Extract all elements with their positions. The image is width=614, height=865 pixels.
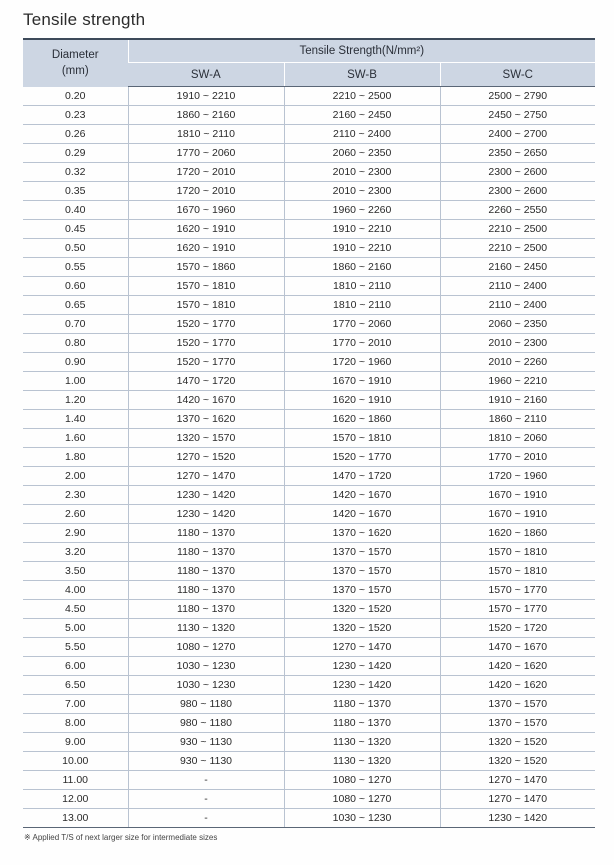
- diameter-cell: 0.65: [23, 296, 128, 315]
- sw-c-cell: 2160 ~ 2450: [440, 258, 595, 277]
- diameter-cell: 4.00: [23, 581, 128, 600]
- sw-c-cell: 1720 ~ 1960: [440, 467, 595, 486]
- sw-b-cell: 1520 ~ 1770: [284, 448, 440, 467]
- sw-a-cell: 980 ~ 1180: [128, 714, 284, 733]
- sw-b-cell: 1270 ~ 1470: [284, 638, 440, 657]
- sw-a-cell: 1320 ~ 1570: [128, 429, 284, 448]
- sw-b-cell: 2060 ~ 2350: [284, 144, 440, 163]
- sw-b-cell: 1230 ~ 1420: [284, 657, 440, 676]
- sw-b-cell: 1180 ~ 1370: [284, 714, 440, 733]
- table-row: [23, 562, 595, 581]
- sw-c-cell: 1420 ~ 1620: [440, 657, 595, 676]
- sw-b-cell: 1080 ~ 1270: [284, 790, 440, 809]
- diameter-header-label: Diameter: [51, 49, 99, 62]
- table-row: [23, 372, 595, 391]
- sw-a-cell: 1620 ~ 1910: [128, 239, 284, 258]
- sw-b-cell: 2110 ~ 2400: [284, 125, 440, 144]
- sw-c-cell: 2500 ~ 2790: [440, 87, 595, 106]
- diameter-cell: 0.29: [23, 144, 128, 163]
- diameter-cell: 0.50: [23, 239, 128, 258]
- sw-c-cell: 1230 ~ 1420: [440, 809, 595, 828]
- diameter-cell: 0.80: [23, 334, 128, 353]
- footnote: ※ Applied T/S of next larger size for intermediate sizes: [24, 833, 218, 842]
- diameter-cell: 12.00: [23, 790, 128, 809]
- sw-c-cell: 2210 ~ 2500: [440, 239, 595, 258]
- table-row: [23, 505, 595, 524]
- sw-c-cell: 2450 ~ 2750: [440, 106, 595, 125]
- diameter-header-unit: (mm): [61, 65, 89, 78]
- sw-c-cell: 1270 ~ 1470: [440, 790, 595, 809]
- sw-c-cell: 1520 ~ 1720: [440, 619, 595, 638]
- sw-a-cell: 1910 ~ 2210: [128, 87, 284, 106]
- table-row: [23, 543, 595, 562]
- sw-b-cell: 1910 ~ 2210: [284, 239, 440, 258]
- table-row: [23, 524, 595, 543]
- diameter-cell: 9.00: [23, 733, 128, 752]
- sw-a-cell: 1810 ~ 2110: [128, 125, 284, 144]
- diameter-cell: 1.60: [23, 429, 128, 448]
- table-row: [23, 600, 595, 619]
- diameter-cell: 3.20: [23, 543, 128, 562]
- sw-a-cell: 930 ~ 1130: [128, 733, 284, 752]
- diameter-cell: 0.40: [23, 201, 128, 220]
- table-row: [23, 714, 595, 733]
- sw-a-cell: 1270 ~ 1470: [128, 467, 284, 486]
- sw-c-cell: 1770 ~ 2010: [440, 448, 595, 467]
- diameter-cell: 0.35: [23, 182, 128, 201]
- sw-b-cell: 1860 ~ 2160: [284, 258, 440, 277]
- diameter-cell: 10.00: [23, 752, 128, 771]
- sw-b-cell: 1230 ~ 1420: [284, 676, 440, 695]
- table-row: [23, 486, 595, 505]
- table-row: [23, 163, 595, 182]
- sw-a-cell: 1180 ~ 1370: [128, 600, 284, 619]
- sw-c-cell: 1810 ~ 2060: [440, 429, 595, 448]
- sw-b-cell: 1420 ~ 1670: [284, 486, 440, 505]
- sw-c-cell: 1570 ~ 1810: [440, 562, 595, 581]
- sw-a-cell: 1570 ~ 1860: [128, 258, 284, 277]
- diameter-cell: 1.20: [23, 391, 128, 410]
- sw-a-cell: -: [128, 790, 284, 809]
- table-row: [23, 467, 595, 486]
- diameter-cell: 3.50: [23, 562, 128, 581]
- table-body: [23, 87, 595, 828]
- table-row: [23, 752, 595, 771]
- sw-b-cell: 1770 ~ 2010: [284, 334, 440, 353]
- sw-c-cell: 1570 ~ 1770: [440, 600, 595, 619]
- diameter-cell: 5.50: [23, 638, 128, 657]
- sw-a-cell: 1770 ~ 2060: [128, 144, 284, 163]
- diameter-cell: 4.50: [23, 600, 128, 619]
- sw-a-cell: 980 ~ 1180: [128, 695, 284, 714]
- sw-b-cell: 2010 ~ 2300: [284, 182, 440, 201]
- sw-b-cell: 1620 ~ 1910: [284, 391, 440, 410]
- sw-b-cell: 1720 ~ 1960: [284, 353, 440, 372]
- diameter-cell: 7.00: [23, 695, 128, 714]
- table-row: [23, 182, 595, 201]
- diameter-cell: 0.45: [23, 220, 128, 239]
- table-row: [23, 296, 595, 315]
- sw-c-cell: 1960 ~ 2210: [440, 372, 595, 391]
- sw-b-cell: 1420 ~ 1670: [284, 505, 440, 524]
- table-row: [23, 277, 595, 296]
- sw-c-cell: 1670 ~ 1910: [440, 505, 595, 524]
- sw-a-cell: 1180 ~ 1370: [128, 562, 284, 581]
- table-row: [23, 106, 595, 125]
- sw-b-cell: 1910 ~ 2210: [284, 220, 440, 239]
- sw-b-cell: 2010 ~ 2300: [284, 163, 440, 182]
- sw-a-cell: -: [128, 809, 284, 828]
- diameter-cell: 1.40: [23, 410, 128, 429]
- table-row: [23, 771, 595, 790]
- diameter-cell: 2.00: [23, 467, 128, 486]
- sw-b-cell: 1130 ~ 1320: [284, 752, 440, 771]
- sw-b-cell: 1770 ~ 2060: [284, 315, 440, 334]
- sw-c-cell: 1320 ~ 1520: [440, 733, 595, 752]
- sw-a-cell: 1520 ~ 1770: [128, 315, 284, 334]
- table-row: [23, 87, 595, 106]
- diameter-cell: 0.60: [23, 277, 128, 296]
- sw-c-cell: 2260 ~ 2550: [440, 201, 595, 220]
- diameter-cell: 8.00: [23, 714, 128, 733]
- sw-c-cell: 1370 ~ 1570: [440, 695, 595, 714]
- table-row: [23, 448, 595, 467]
- diameter-cell: 0.55: [23, 258, 128, 277]
- sw-c-cell: 1570 ~ 1810: [440, 543, 595, 562]
- sw-c-cell: 2110 ~ 2400: [440, 296, 595, 315]
- table-row: [23, 695, 595, 714]
- sw-b-cell: 1960 ~ 2260: [284, 201, 440, 220]
- table-row: [23, 353, 595, 372]
- sw-c-cell: 2010 ~ 2300: [440, 334, 595, 353]
- sw-a-cell: 1470 ~ 1720: [128, 372, 284, 391]
- column-header-sw-b: SW-B: [284, 63, 440, 87]
- diameter-cell: 0.70: [23, 315, 128, 334]
- diameter-cell: 0.23: [23, 106, 128, 125]
- sw-a-cell: -: [128, 771, 284, 790]
- table-row: [23, 638, 595, 657]
- sw-c-cell: 1370 ~ 1570: [440, 714, 595, 733]
- table-row: [23, 334, 595, 353]
- sw-b-cell: 1320 ~ 1520: [284, 619, 440, 638]
- diameter-cell: 2.60: [23, 505, 128, 524]
- table-row: [23, 619, 595, 638]
- table-row: [23, 201, 595, 220]
- sw-c-cell: 1420 ~ 1620: [440, 676, 595, 695]
- diameter-cell: 2.30: [23, 486, 128, 505]
- sw-b-cell: 2160 ~ 2450: [284, 106, 440, 125]
- sw-a-cell: 1270 ~ 1520: [128, 448, 284, 467]
- table-header: [23, 40, 595, 87]
- diameter-cell: 0.32: [23, 163, 128, 182]
- sw-a-cell: 1180 ~ 1370: [128, 581, 284, 600]
- diameter-cell: 0.20: [23, 87, 128, 106]
- diameter-cell: 6.00: [23, 657, 128, 676]
- sw-b-cell: 1570 ~ 1810: [284, 429, 440, 448]
- table-row: [23, 125, 595, 144]
- sw-a-cell: 1030 ~ 1230: [128, 676, 284, 695]
- sw-c-cell: 2400 ~ 2700: [440, 125, 595, 144]
- sw-a-cell: 1030 ~ 1230: [128, 657, 284, 676]
- sw-a-cell: 1720 ~ 2010: [128, 182, 284, 201]
- tensile-strength-table: [23, 40, 595, 828]
- sw-b-cell: 1130 ~ 1320: [284, 733, 440, 752]
- sw-a-cell: 1570 ~ 1810: [128, 277, 284, 296]
- sw-b-cell: 2210 ~ 2500: [284, 87, 440, 106]
- table-row: [23, 258, 595, 277]
- sw-a-cell: 1180 ~ 1370: [128, 543, 284, 562]
- sw-a-cell: 1720 ~ 2010: [128, 163, 284, 182]
- table-row: [23, 391, 595, 410]
- table-row: [23, 410, 595, 429]
- sw-c-cell: 1320 ~ 1520: [440, 752, 595, 771]
- sw-b-cell: 1670 ~ 1910: [284, 372, 440, 391]
- sw-b-cell: 1370 ~ 1570: [284, 543, 440, 562]
- table-row: [23, 676, 595, 695]
- column-header-sw-c: SW-C: [440, 63, 595, 87]
- sw-c-cell: 1620 ~ 1860: [440, 524, 595, 543]
- sw-c-cell: 1570 ~ 1770: [440, 581, 595, 600]
- table-row: [23, 315, 595, 334]
- sw-c-cell: 2010 ~ 2260: [440, 353, 595, 372]
- diameter-cell: 5.00: [23, 619, 128, 638]
- sw-a-cell: 1860 ~ 2160: [128, 106, 284, 125]
- sw-b-cell: 1370 ~ 1620: [284, 524, 440, 543]
- table-row: [23, 144, 595, 163]
- sw-b-cell: 1810 ~ 2110: [284, 296, 440, 315]
- page-title: Tensile strength: [23, 10, 146, 29]
- sw-b-cell: 1470 ~ 1720: [284, 467, 440, 486]
- sw-c-cell: 1270 ~ 1470: [440, 771, 595, 790]
- sw-a-cell: 930 ~ 1130: [128, 752, 284, 771]
- diameter-cell: 2.90: [23, 524, 128, 543]
- sw-c-cell: 2110 ~ 2400: [440, 277, 595, 296]
- sw-a-cell: 1130 ~ 1320: [128, 619, 284, 638]
- sw-c-cell: 1860 ~ 2110: [440, 410, 595, 429]
- table-row: [23, 657, 595, 676]
- sw-a-cell: 1370 ~ 1620: [128, 410, 284, 429]
- sw-b-cell: 1810 ~ 2110: [284, 277, 440, 296]
- sw-a-cell: 1620 ~ 1910: [128, 220, 284, 239]
- diameter-cell: 13.00: [23, 809, 128, 828]
- sw-c-cell: 2300 ~ 2600: [440, 182, 595, 201]
- table-row: [23, 790, 595, 809]
- sw-a-cell: 1230 ~ 1420: [128, 505, 284, 524]
- sw-b-cell: 1030 ~ 1230: [284, 809, 440, 828]
- diameter-cell: 1.00: [23, 372, 128, 391]
- sw-b-cell: 1370 ~ 1570: [284, 562, 440, 581]
- tensile-strength-group-header: Tensile Strength(N/mm²): [128, 40, 595, 63]
- diameter-header: [23, 40, 128, 87]
- sw-c-cell: 2300 ~ 2600: [440, 163, 595, 182]
- table-row: [23, 429, 595, 448]
- sw-c-cell: 2350 ~ 2650: [440, 144, 595, 163]
- sw-a-cell: 1520 ~ 1770: [128, 334, 284, 353]
- sw-b-cell: 1080 ~ 1270: [284, 771, 440, 790]
- sw-a-cell: 1420 ~ 1670: [128, 391, 284, 410]
- sw-a-cell: 1230 ~ 1420: [128, 486, 284, 505]
- diameter-cell: 6.50: [23, 676, 128, 695]
- sw-a-cell: 1570 ~ 1810: [128, 296, 284, 315]
- sw-c-cell: 2210 ~ 2500: [440, 220, 595, 239]
- sw-a-cell: 1180 ~ 1370: [128, 524, 284, 543]
- diameter-cell: 11.00: [23, 771, 128, 790]
- sw-c-cell: 1670 ~ 1910: [440, 486, 595, 505]
- column-header-sw-a: SW-A: [128, 63, 284, 87]
- sw-b-cell: 1370 ~ 1570: [284, 581, 440, 600]
- table-row: [23, 239, 595, 258]
- table-row: [23, 220, 595, 239]
- sw-a-cell: 1520 ~ 1770: [128, 353, 284, 372]
- sw-a-cell: 1670 ~ 1960: [128, 201, 284, 220]
- sw-c-cell: 2060 ~ 2350: [440, 315, 595, 334]
- diameter-cell: 0.26: [23, 125, 128, 144]
- table-row: [23, 581, 595, 600]
- sw-b-cell: 1620 ~ 1860: [284, 410, 440, 429]
- table-row: [23, 733, 595, 752]
- diameter-cell: 0.90: [23, 353, 128, 372]
- sw-c-cell: 1470 ~ 1670: [440, 638, 595, 657]
- diameter-cell: 1.80: [23, 448, 128, 467]
- sw-c-cell: 1910 ~ 2160: [440, 391, 595, 410]
- sw-b-cell: 1180 ~ 1370: [284, 695, 440, 714]
- sw-b-cell: 1320 ~ 1520: [284, 600, 440, 619]
- table-row: [23, 809, 595, 828]
- sw-a-cell: 1080 ~ 1270: [128, 638, 284, 657]
